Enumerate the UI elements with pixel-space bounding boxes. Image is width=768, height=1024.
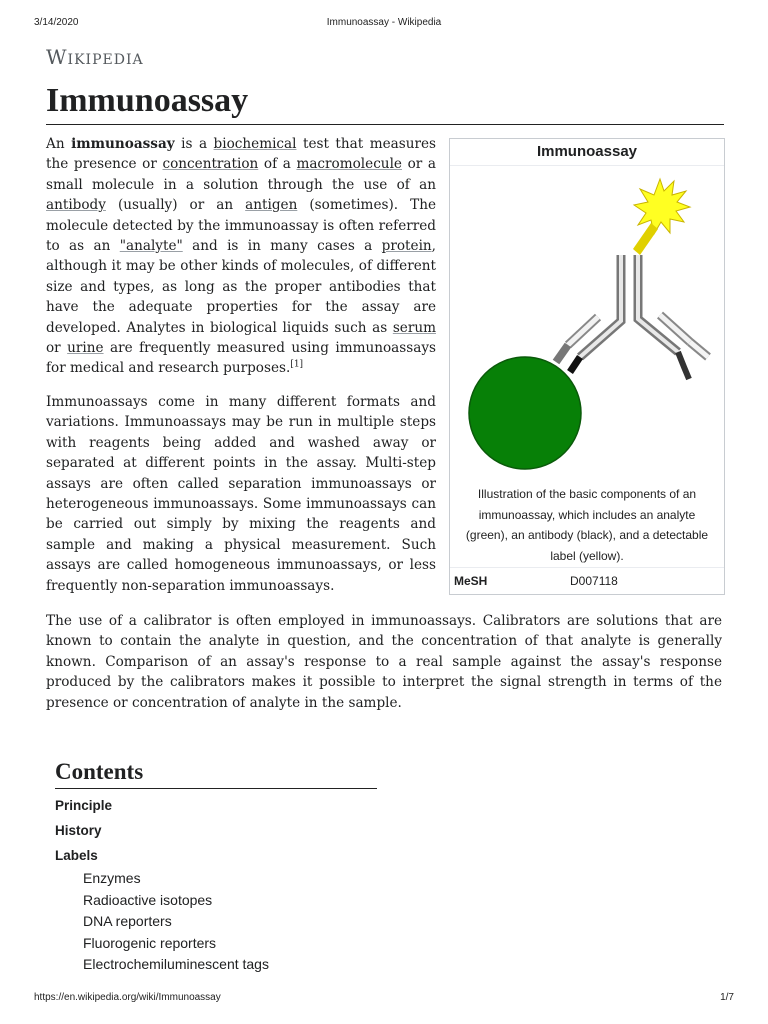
link-biochemical[interactable]: biochemical bbox=[213, 136, 297, 152]
toc-subitem-dna-reporters[interactable]: DNA reporters bbox=[83, 913, 172, 929]
antibody-icon bbox=[556, 255, 708, 379]
link-serum[interactable]: serum bbox=[392, 319, 436, 336]
print-url[interactable]: https://en.wikipedia.org/wiki/Immunoassay bbox=[34, 992, 221, 1003]
mesh-label[interactable]: MeSH bbox=[454, 574, 488, 588]
infobox-caption: Illustration of the basic components of an immunoassay, which includes an analyte (green), an antibody (black), and a detectable label (yellow). bbox=[465, 487, 709, 563]
link-concentration[interactable]: concentration bbox=[162, 156, 259, 173]
print-page-number: 1/7 bbox=[720, 992, 734, 1003]
infobox bbox=[449, 138, 725, 595]
toc-item-labels[interactable]: Labels bbox=[55, 848, 98, 863]
toc-title: Contents bbox=[55, 758, 377, 789]
calibrator-paragraph: The use of a calibrator is often employed in immunoassays. Calibrators are solutions that are known to contain the analyte in question, and the concentration of that analyte is generally known. Comparison of an assay's response to a real sample against the assay's response produced by the calibrators makes it possible to interpret the signal strength in terms of the presence or concentration of analyte in the sample. bbox=[46, 613, 722, 711]
toc-subitem-enzymes[interactable]: Enzymes bbox=[83, 870, 141, 886]
link-antigen[interactable]: antigen bbox=[245, 197, 298, 214]
table-of-contents bbox=[55, 758, 385, 976]
formats-paragraph: Immunoassays come in many different formats and variations. Immunoassays may be run in multiple steps with reagents being added and washed away or separated at different points in the assay. Multi-step assays are often called separation immunoassays or heterogeneous immunoassays. Some immunoassays can be carried out simply by mixing the reagents and sample and making a physical measurement. Such assays are called homogeneous immunoassays, or less frequently non-separation immunoassays. bbox=[46, 394, 436, 594]
link-analyte[interactable]: "analyte" bbox=[119, 238, 183, 255]
toc-item-history[interactable]: History bbox=[55, 823, 102, 838]
label-star-icon bbox=[633, 179, 690, 255]
antibody-diagram-image[interactable] bbox=[452, 167, 722, 487]
reference-link[interactable]: [1] bbox=[290, 359, 304, 370]
wikipedia-wordmark[interactable]: Wikipedia bbox=[46, 45, 144, 69]
print-header bbox=[0, 17, 768, 31]
print-footer bbox=[0, 992, 768, 1006]
toc-subitem-fluorogenic-reporters[interactable]: Fluorogenic reporters bbox=[83, 934, 217, 951]
intro-paragraph: An immunoassay is a biochemical test that measures the presence or concentration of a macromolecule or a small molecule in a solution through the use of an antibody (usually) or an antigen (sometimes). The molecule detected by the immunoassay is often referred to as an "analyte" and is in many cases a protein, although it may be other kinds of molecules, of different size and types, as long as the proper antibodies that have the adequate properties for the assay are developed. Analytes in biological liquids such as serum or urine are frequently measured using immunoassays for medical and research purposes.[1] bbox=[46, 136, 436, 377]
page-title: Immunoassay bbox=[46, 82, 724, 125]
bold-term: immunoassay bbox=[71, 136, 175, 152]
link-protein[interactable]: protein bbox=[381, 238, 432, 255]
link-antibody[interactable]: antibody bbox=[46, 197, 106, 214]
link-macromolecule[interactable]: macromolecule bbox=[296, 156, 402, 173]
print-page-title: Immunoassay - Wikipedia bbox=[326, 17, 442, 28]
print-date: 3/14/2020 bbox=[34, 17, 79, 28]
toc-item-principle[interactable]: Principle bbox=[55, 798, 113, 813]
mesh-row bbox=[450, 567, 724, 594]
link-urine[interactable]: urine bbox=[67, 340, 104, 357]
toc-subitem-radioactive-isotopes[interactable]: Radioactive isotopes bbox=[83, 891, 213, 908]
mesh-value[interactable]: D007118 bbox=[570, 574, 618, 588]
infobox-title: Immunoassay bbox=[450, 139, 724, 166]
toc-subitem-electrochemiluminescent-tags[interactable]: Electrochemiluminescent tags bbox=[83, 956, 269, 972]
analyte-circle-icon bbox=[469, 357, 581, 469]
